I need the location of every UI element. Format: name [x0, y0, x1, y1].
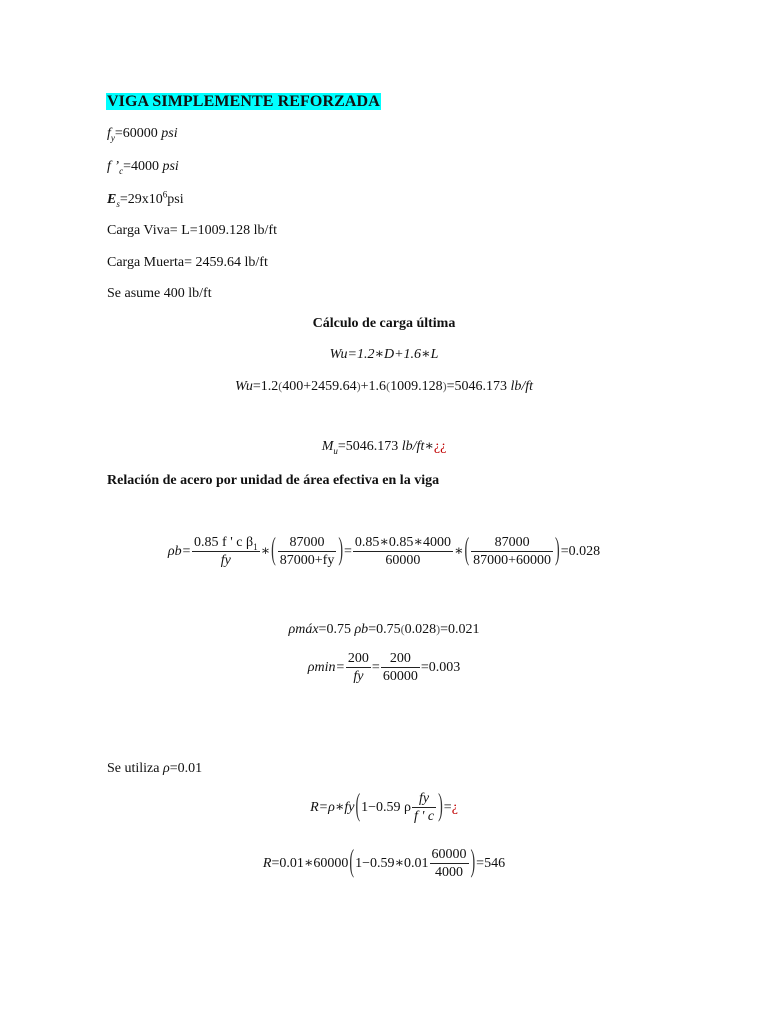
rhomin-lhs: ρmin=: [307, 659, 345, 675]
utiliza-rho: ρ: [163, 761, 170, 776]
rhomin-frac1-num: 200: [347, 651, 369, 666]
r2-frac-num: 60000: [431, 847, 467, 862]
r2-frac-den: 4000: [435, 865, 463, 880]
wu-term1: =1.2: [252, 379, 279, 394]
rhomax-rhob-value: 0.028: [404, 622, 437, 637]
mu-value: =5046.173: [337, 439, 402, 454]
rhomin-frac2: [381, 650, 420, 685]
rhob-op1: ∗: [260, 543, 271, 559]
r-frac-den: f ' c: [414, 809, 435, 824]
es-value: =29x10: [119, 192, 163, 207]
r2-frac: [430, 846, 469, 881]
rhob-frac2-num: 87000: [278, 534, 337, 552]
rhob-frac2-den: 87000+fy: [279, 553, 335, 568]
equation-rho-max: ρmáx=0.75 ρb=0.75(0.028)=0.021: [288, 622, 480, 637]
r2-product: =0.01∗60000: [271, 855, 349, 871]
fy-line: [107, 125, 178, 143]
equation-rho-b: ρb= $\frac{0.85 f ' c \beta_1}{fy}$ ∗ ( $\frac{87000}{87000+fy}$ ) = $\frac{0.85∗0.85∗4000}{60000}$ ∗ ( $\frac{87000}{87000+60000}$ ) =0.028: [167, 533, 601, 568]
mu-error-glyph: ¿¿: [433, 439, 447, 454]
fy-unit: psi: [161, 126, 178, 141]
rhomin-result: =0.003: [420, 659, 461, 675]
utiliza-text: Se utiliza: [107, 761, 163, 776]
es-sub: s: [116, 198, 120, 209]
rhob-frac1: [192, 534, 260, 569]
rhomin-frac1: [346, 650, 371, 685]
mu-unit: lb/ft∗: [401, 439, 434, 454]
rhomax-lhs: ρmáx: [288, 622, 319, 637]
r2-inner: 1−0.59∗0.01: [355, 855, 429, 871]
fy-sub: y: [110, 132, 115, 143]
fy-symbol: f: [107, 126, 111, 141]
fc-symbol: f ’: [107, 159, 120, 174]
wu-dead-load: 400+2459.64: [282, 379, 357, 394]
equation-mu: [0, 438, 768, 456]
rhob-op2: ∗: [453, 543, 464, 559]
fc-sub: c: [119, 165, 124, 176]
r-frac-num: fy: [412, 790, 436, 808]
fc-value: =4000: [123, 159, 163, 174]
rhob-result: =0.028: [560, 543, 601, 559]
rhob-frac4: [471, 534, 553, 569]
equation-wu-values: Wu=1.2(400+2459.64)+1.6(1009.128)=5046.173 lb/ft: [234, 379, 534, 394]
document-title: [106, 93, 381, 112]
es-unit: psi: [167, 192, 184, 207]
r-frac: [412, 790, 436, 825]
r-rho-fy: ρ∗fy: [328, 799, 355, 815]
wu-live-load: 1009.128: [390, 379, 443, 394]
rhomax-factor: =0.75: [318, 622, 355, 637]
rhob-lhs: ρb=: [167, 543, 192, 559]
rhomin-eq: =: [371, 659, 380, 675]
se-asume: Se asume 400 lb/ft: [107, 286, 212, 301]
rhob-frac2: [278, 534, 337, 569]
rhomax-factor2: =0.75: [368, 622, 401, 637]
r2-lhs: R: [262, 855, 272, 871]
rhob-frac4-num: 87000: [471, 534, 553, 552]
es-line: [107, 191, 184, 209]
rhob-frac3-den: 60000: [385, 553, 421, 568]
carga-viva: Carga Viva= L=1009.128 lb/ft: [107, 223, 277, 238]
rhomin-frac2-den: 60000: [382, 669, 418, 684]
title-highlight: VIGA SIMPLEMENTE REFORZADA: [107, 93, 380, 110]
mu-symbol: M: [321, 439, 334, 454]
rhomin-frac1-den: fy: [353, 669, 364, 684]
wu-unit: lb/ft: [510, 379, 534, 394]
fc-unit: psi: [162, 159, 179, 174]
r2-result: =546: [476, 855, 506, 871]
wu-lhs: Wu: [234, 379, 253, 394]
equation-r: R= ρ∗fy ( 1−0.59 ρ $\frac{fy}{f ' c}$ ) = ¿: [310, 789, 458, 824]
equation-rho-min: [0, 650, 768, 685]
equation-wu: Wu=1.2∗D+1.6∗L: [329, 347, 439, 362]
fy-value: =60000: [114, 126, 162, 141]
equation-r-values: R =0.01∗60000 ( 1−0.59∗0.01 $\frac{60000}{4000}$ ) =546: [262, 845, 506, 880]
wu-result: =5046.173: [446, 379, 511, 394]
fc-line: [107, 158, 179, 176]
rhob-frac4-den: 87000+60000: [473, 553, 552, 568]
rhomin-frac2-num: 200: [381, 650, 420, 668]
mu-sub: u: [333, 445, 338, 456]
es-symbol: E: [107, 192, 117, 207]
rhob-frac3: [353, 534, 453, 569]
carga-muerta: Carga Muerta= 2459.64 lb/ft: [107, 255, 268, 270]
r-inner: 1−0.59 ρ: [361, 799, 411, 815]
rhob-frac1-num: 0.85 f ' c β: [194, 535, 254, 550]
section-heading-relacion-acero: Relación de acero por unidad de área efectiva en la viga: [107, 473, 440, 488]
r-eq: =: [443, 799, 452, 815]
section-heading-carga-ultima: Cálculo de carga última: [312, 316, 456, 331]
r-error-glyph: ¿: [451, 799, 458, 815]
rhomax-rhob: ρb: [354, 622, 369, 637]
r-lhs: R=: [310, 799, 329, 815]
se-utiliza: [107, 760, 202, 778]
utiliza-value: =0.01: [169, 761, 203, 776]
rhob-frac1-den: fy: [220, 553, 231, 568]
rhob-frac3-num: 0.85∗0.85∗4000: [354, 535, 451, 550]
rhob-beta-sub: 1: [253, 541, 258, 552]
es-exponent: 6: [162, 189, 168, 200]
wu-term2: +1.6: [360, 379, 387, 394]
rhomax-result: =0.021: [440, 622, 480, 637]
rhob-eq: =: [344, 543, 352, 559]
